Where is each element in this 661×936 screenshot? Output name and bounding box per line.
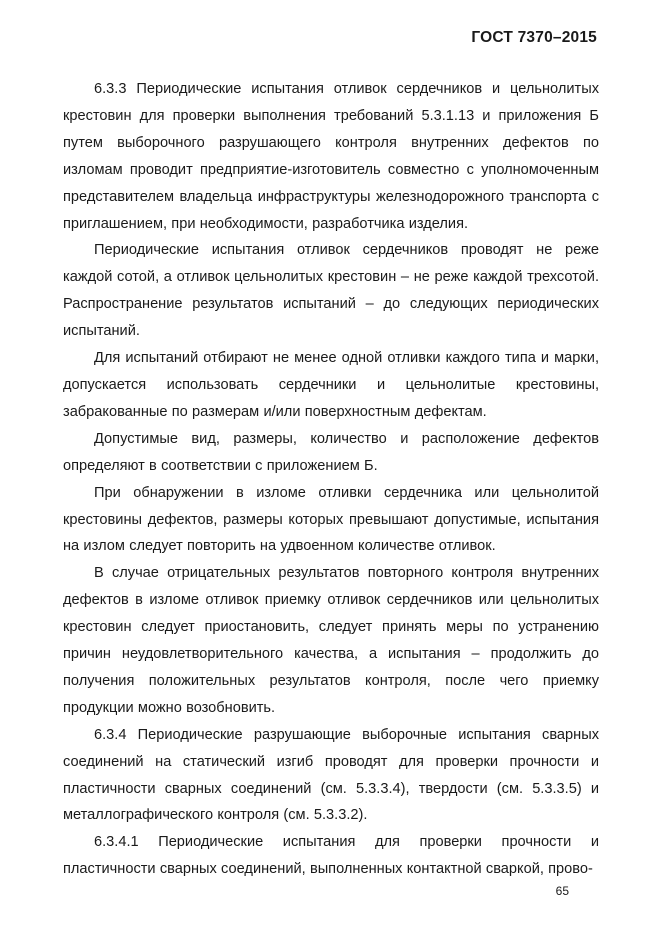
standard-code-header: ГОСТ 7370–2015 bbox=[471, 29, 597, 46]
paragraph-6-3-3: 6.3.3 Периодические испытания отливок сердечников и цельнолитых крестовин для проверки выполнения требований 5.3.1.13 и приложения Б путем выборочного разрушающего контроля внутренних дефектов по изломам проводит предприятие-изготовитель совместно с уполномоченным представителем владельца инфраструктуры железнодорожного транспорта с приглашением, при необходимости, разработчика изделия. bbox=[63, 81, 599, 232]
paragraph-periodic-frequency: Периодические испытания отливок сердечников проводят не реже каждой сотой, а отливок цельнолитых крестовин – не реже каждой трехсотой. Распространение результатов испытаний – до следующих периодических испытаний. bbox=[63, 242, 599, 340]
paragraph-6-3-4: 6.3.4 Периодические разрушающие выборочные испытания сварных соединений на статический изгиб проводят для проверки прочности и пластичности сварных соединений (см. 5.3.3.4), твердости (см. 5.3.3.5) и металлографического контроля (см. 5.3.3.2). bbox=[63, 726, 599, 824]
paragraph-sample-selection: Для испытаний отбирают не менее одной отливки каждого типа и марки, допускается использовать сердечники и цельнолитые крестовины, забракованные по размерам и/или поверхностным дефектам. bbox=[63, 350, 599, 420]
paragraph-negative-results: В случае отрицательных результатов повторного контроля внутренних дефектов в изломе отливок приемку отливок сердечников или цельнолитых крестовин следует приостановить, следует принять меры по устранению причин неудовлетворительного качества, а испытания – продолжить до получения положительных результатов контроля, после чего приемку продукции можно возобновить. bbox=[63, 565, 599, 716]
document-body bbox=[63, 76, 599, 883]
page-number: 65 bbox=[555, 884, 569, 898]
paragraph-defect-criteria: Допустимые вид, размеры, количество и расположение дефектов определяют в соответствии с приложением Б. bbox=[63, 430, 599, 474]
paragraph-retest: При обнаружении в изломе отливки сердечника или цельнолитой крестовины дефектов, размеры которых превышают допустимые, испытания на излом следует повторить на удвоенном количестве отливок. bbox=[63, 484, 599, 555]
paragraph-6-3-4-1: 6.3.4.1 Периодические испытания для проверки прочности и пластичности сварных соединений, выполненных контактной сваркой, прово- bbox=[63, 834, 599, 878]
